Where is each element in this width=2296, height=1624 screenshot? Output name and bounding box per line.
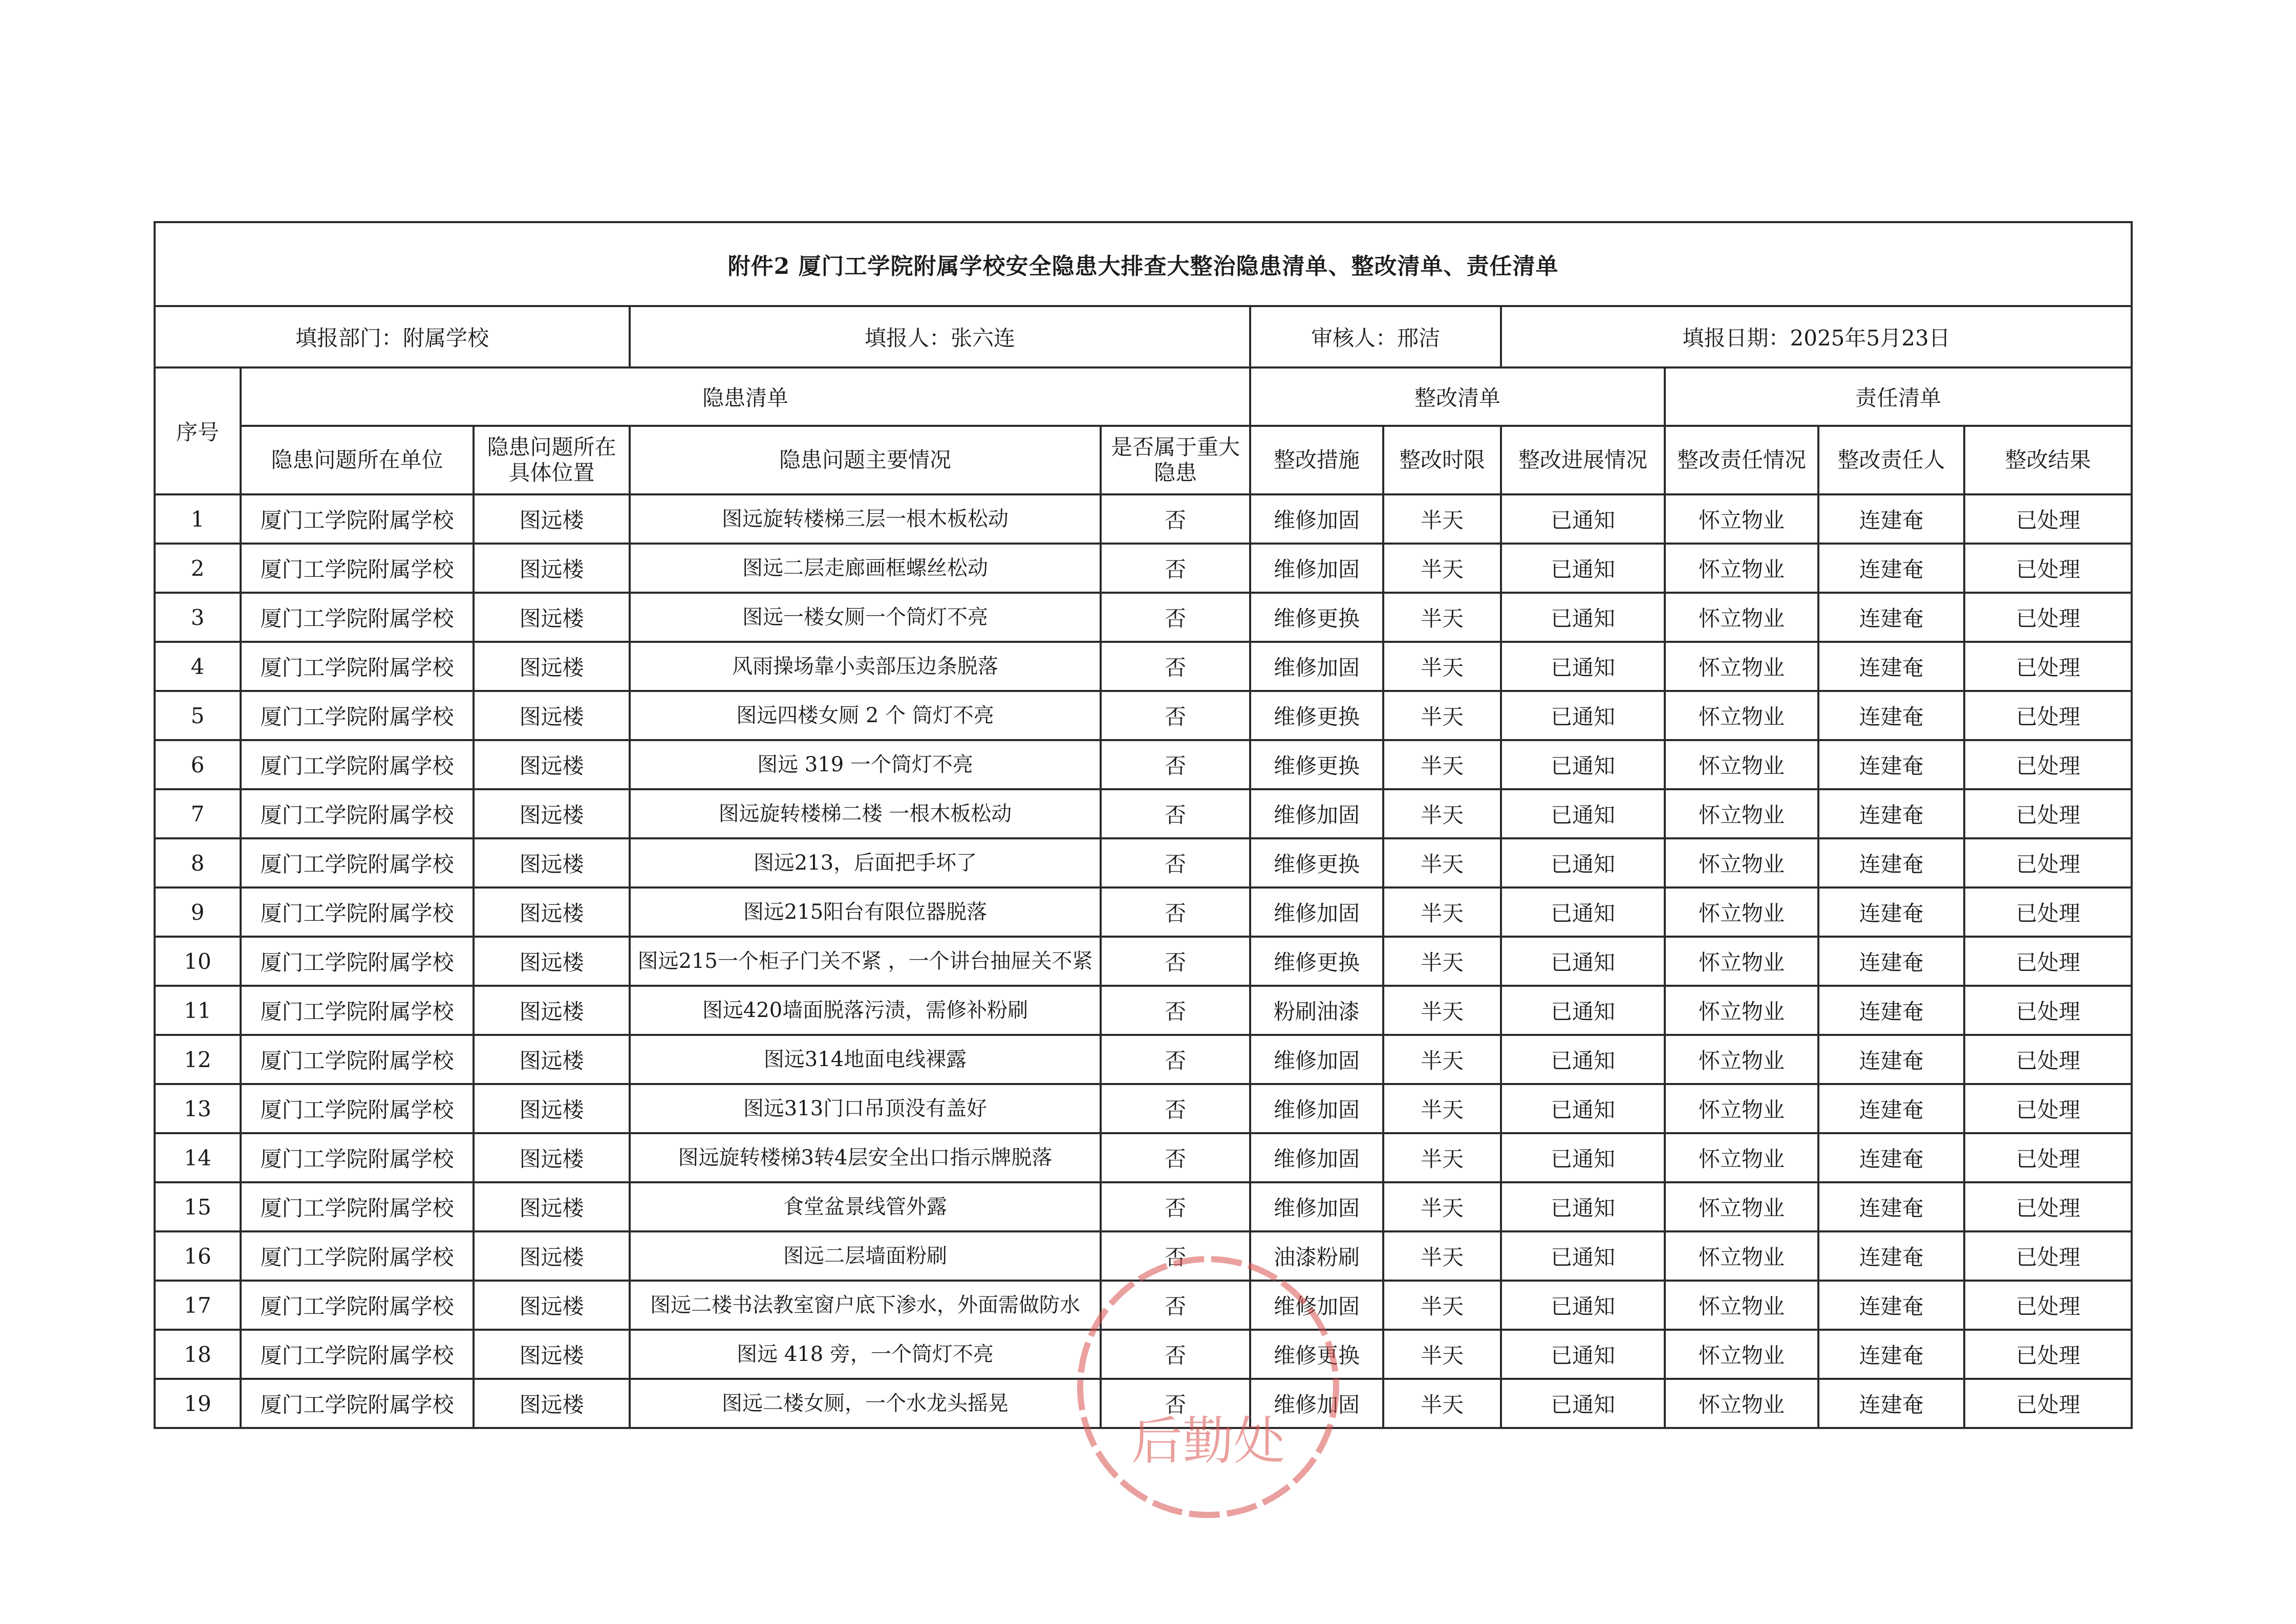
measure-cell: 粉刷油漆 bbox=[1250, 986, 1383, 1035]
resp-status-cell: 怀立物业 bbox=[1665, 593, 1818, 642]
major-cell: 否 bbox=[1101, 1231, 1250, 1281]
unit-cell: 厦门工学院附属学校 bbox=[241, 1035, 474, 1084]
location-cell: 图远楼 bbox=[474, 937, 630, 986]
major-cell: 否 bbox=[1101, 740, 1250, 789]
resp-person-cell: 连建奄 bbox=[1818, 1182, 1964, 1231]
resp-person-cell: 连建奄 bbox=[1818, 544, 1964, 593]
result-header: 整改结果 bbox=[1964, 426, 2132, 494]
measure-cell: 油漆粉刷 bbox=[1250, 1231, 1383, 1281]
seq-cell: 1 bbox=[155, 494, 241, 544]
progress-cell: 已通知 bbox=[1501, 740, 1665, 789]
unit-cell: 厦门工学院附属学校 bbox=[241, 593, 474, 642]
document-sheet bbox=[154, 221, 2131, 1429]
major-cell: 否 bbox=[1101, 838, 1250, 887]
seq-cell: 12 bbox=[155, 1035, 241, 1084]
result-cell: 已处理 bbox=[1964, 1084, 2132, 1133]
table-row bbox=[155, 1281, 2132, 1330]
description-cell: 食堂盆景线管外露 bbox=[630, 1182, 1101, 1231]
table-row bbox=[155, 1084, 2132, 1133]
unit-cell: 厦门工学院附属学校 bbox=[241, 642, 474, 691]
major-cell: 否 bbox=[1101, 1035, 1250, 1084]
progress-cell: 已通知 bbox=[1501, 1330, 1665, 1379]
resp-status-cell: 怀立物业 bbox=[1665, 986, 1818, 1035]
description-cell: 风雨操场靠小卖部压边条脱落 bbox=[630, 642, 1101, 691]
major-cell: 否 bbox=[1101, 642, 1250, 691]
location-cell: 图远楼 bbox=[474, 1182, 630, 1231]
deadline-cell: 半天 bbox=[1383, 691, 1501, 740]
progress-cell: 已通知 bbox=[1501, 937, 1665, 986]
progress-header: 整改进展情况 bbox=[1501, 426, 1665, 494]
result-cell: 已处理 bbox=[1964, 1182, 2132, 1231]
seq-cell: 3 bbox=[155, 593, 241, 642]
resp-person-cell: 连建奄 bbox=[1818, 1231, 1964, 1281]
progress-cell: 已通知 bbox=[1501, 1084, 1665, 1133]
resp-status-cell: 怀立物业 bbox=[1665, 1379, 1818, 1428]
deadline-cell: 半天 bbox=[1383, 1231, 1501, 1281]
unit-cell: 厦门工学院附属学校 bbox=[241, 789, 474, 838]
major-cell: 否 bbox=[1101, 1330, 1250, 1379]
resp-person-cell: 连建奄 bbox=[1818, 691, 1964, 740]
progress-cell: 已通知 bbox=[1501, 544, 1665, 593]
measure-cell: 维修加固 bbox=[1250, 1133, 1383, 1182]
description-cell: 图远213，后面把手坏了 bbox=[630, 838, 1101, 887]
location-cell: 图远楼 bbox=[474, 544, 630, 593]
location-cell: 图远楼 bbox=[474, 887, 630, 937]
location-cell: 图远楼 bbox=[474, 1379, 630, 1428]
progress-cell: 已通知 bbox=[1501, 1182, 1665, 1231]
resp-person-cell: 连建奄 bbox=[1818, 937, 1964, 986]
seq-cell: 14 bbox=[155, 1133, 241, 1182]
table-row bbox=[155, 789, 2132, 838]
major-cell: 否 bbox=[1101, 593, 1250, 642]
resp-person-cell: 连建奄 bbox=[1818, 593, 1964, 642]
deadline-cell: 半天 bbox=[1383, 1330, 1501, 1379]
unit-cell: 厦门工学院附属学校 bbox=[241, 937, 474, 986]
location-cell: 图远楼 bbox=[474, 740, 630, 789]
resp-status-cell: 怀立物业 bbox=[1665, 1330, 1818, 1379]
seq-cell: 16 bbox=[155, 1231, 241, 1281]
description-cell: 图远旋转楼梯二楼 一根木板松动 bbox=[630, 789, 1101, 838]
description-cell: 图远四楼女厕 2 个 筒灯不亮 bbox=[630, 691, 1101, 740]
deadline-cell: 半天 bbox=[1383, 544, 1501, 593]
seq-cell: 10 bbox=[155, 937, 241, 986]
measure-cell: 维修加固 bbox=[1250, 1182, 1383, 1231]
location-cell: 图远楼 bbox=[474, 642, 630, 691]
measure-header: 整改措施 bbox=[1250, 426, 1383, 494]
resp-person-cell: 连建奄 bbox=[1818, 838, 1964, 887]
table-row bbox=[155, 1231, 2132, 1281]
resp-person-cell: 连建奄 bbox=[1818, 1035, 1964, 1084]
measure-cell: 维修加固 bbox=[1250, 1084, 1383, 1133]
table-row bbox=[155, 1330, 2132, 1379]
location-header: 隐患问题所在具体位置 bbox=[474, 426, 630, 494]
resp-person-cell: 连建奄 bbox=[1818, 986, 1964, 1035]
progress-cell: 已通知 bbox=[1501, 1281, 1665, 1330]
unit-cell: 厦门工学院附属学校 bbox=[241, 986, 474, 1035]
measure-cell: 维修加固 bbox=[1250, 1379, 1383, 1428]
department-field: 填报部门：附属学校 bbox=[155, 306, 630, 367]
deadline-header: 整改时限 bbox=[1383, 426, 1501, 494]
resp-status-cell: 怀立物业 bbox=[1665, 544, 1818, 593]
deadline-cell: 半天 bbox=[1383, 1182, 1501, 1231]
deadline-cell: 半天 bbox=[1383, 593, 1501, 642]
resp-status-cell: 怀立物业 bbox=[1665, 740, 1818, 789]
resp-status-cell: 怀立物业 bbox=[1665, 1231, 1818, 1281]
deadline-cell: 半天 bbox=[1383, 887, 1501, 937]
seal-text: 后勤处 bbox=[1131, 1411, 1285, 1471]
reviewer-field: 审核人：邢洁 bbox=[1250, 306, 1501, 367]
resp-status-cell: 怀立物业 bbox=[1665, 494, 1818, 544]
progress-cell: 已通知 bbox=[1501, 1035, 1665, 1084]
progress-cell: 已通知 bbox=[1501, 494, 1665, 544]
resp-status-cell: 怀立物业 bbox=[1665, 789, 1818, 838]
measure-cell: 维修加固 bbox=[1250, 642, 1383, 691]
description-header: 隐患问题主要情况 bbox=[630, 426, 1101, 494]
table-row bbox=[155, 1035, 2132, 1084]
description-cell: 图远215阳台有限位器脱落 bbox=[630, 887, 1101, 937]
table-body bbox=[155, 494, 2132, 1428]
deadline-cell: 半天 bbox=[1383, 1379, 1501, 1428]
resp-status-cell: 怀立物业 bbox=[1665, 1281, 1818, 1330]
resp-person-cell: 连建奄 bbox=[1818, 1330, 1964, 1379]
seq-cell: 11 bbox=[155, 986, 241, 1035]
major-cell: 否 bbox=[1101, 986, 1250, 1035]
table-row bbox=[155, 691, 2132, 740]
progress-cell: 已通知 bbox=[1501, 642, 1665, 691]
location-cell: 图远楼 bbox=[474, 1035, 630, 1084]
seq-cell: 18 bbox=[155, 1330, 241, 1379]
table-row bbox=[155, 887, 2132, 937]
resp-person-cell: 连建奄 bbox=[1818, 1084, 1964, 1133]
resp-status-header: 整改责任情况 bbox=[1665, 426, 1818, 494]
resp-person-header: 整改责任人 bbox=[1818, 426, 1964, 494]
deadline-cell: 半天 bbox=[1383, 1084, 1501, 1133]
description-cell: 图远215一个柜子门关不紧 ，一个讲台抽屉关不紧 bbox=[630, 937, 1101, 986]
hazard-list-header: 隐患清单 bbox=[241, 367, 1250, 426]
resp-status-cell: 怀立物业 bbox=[1665, 887, 1818, 937]
major-cell: 否 bbox=[1101, 1281, 1250, 1330]
major-cell: 否 bbox=[1101, 1133, 1250, 1182]
progress-cell: 已通知 bbox=[1501, 691, 1665, 740]
unit-cell: 厦门工学院附属学校 bbox=[241, 838, 474, 887]
result-cell: 已处理 bbox=[1964, 593, 2132, 642]
result-cell: 已处理 bbox=[1964, 642, 2132, 691]
unit-cell: 厦门工学院附属学校 bbox=[241, 887, 474, 937]
location-cell: 图远楼 bbox=[474, 1133, 630, 1182]
progress-cell: 已通知 bbox=[1501, 986, 1665, 1035]
progress-cell: 已通知 bbox=[1501, 1231, 1665, 1281]
unit-cell: 厦门工学院附属学校 bbox=[241, 1182, 474, 1231]
major-header: 是否属于重大隐患 bbox=[1101, 426, 1250, 494]
document-title: 附件2 厦门工学院附属学校安全隐患大排查大整治隐患清单、整改清单、责任清单 bbox=[155, 222, 2132, 306]
result-cell: 已处理 bbox=[1964, 1231, 2132, 1281]
resp-person-cell: 连建奄 bbox=[1818, 494, 1964, 544]
unit-cell: 厦门工学院附属学校 bbox=[241, 494, 474, 544]
seq-cell: 15 bbox=[155, 1182, 241, 1231]
progress-cell: 已通知 bbox=[1501, 887, 1665, 937]
major-cell: 否 bbox=[1101, 1379, 1250, 1428]
deadline-cell: 半天 bbox=[1383, 494, 1501, 544]
location-cell: 图远楼 bbox=[474, 1281, 630, 1330]
deadline-cell: 半天 bbox=[1383, 1281, 1501, 1330]
description-cell: 图远旋转楼梯3转4层安全出口指示牌脱落 bbox=[630, 1133, 1101, 1182]
description-cell: 图远一楼女厕一个筒灯不亮 bbox=[630, 593, 1101, 642]
unit-cell: 厦门工学院附属学校 bbox=[241, 740, 474, 789]
description-cell: 图远 319 一个筒灯不亮 bbox=[630, 740, 1101, 789]
location-cell: 图远楼 bbox=[474, 1231, 630, 1281]
location-cell: 图远楼 bbox=[474, 593, 630, 642]
description-cell: 图远二层走廊画框螺丝松动 bbox=[630, 544, 1101, 593]
major-cell: 否 bbox=[1101, 544, 1250, 593]
unit-cell: 厦门工学院附属学校 bbox=[241, 1330, 474, 1379]
responsibility-list-header: 责任清单 bbox=[1665, 367, 2132, 426]
hazard-table bbox=[154, 221, 2133, 1429]
table-row bbox=[155, 1379, 2132, 1428]
table-row bbox=[155, 740, 2132, 789]
unit-cell: 厦门工学院附属学校 bbox=[241, 691, 474, 740]
location-cell: 图远楼 bbox=[474, 1330, 630, 1379]
resp-person-cell: 连建奄 bbox=[1818, 1379, 1964, 1428]
result-cell: 已处理 bbox=[1964, 1379, 2132, 1428]
seq-cell: 19 bbox=[155, 1379, 241, 1428]
result-cell: 已处理 bbox=[1964, 789, 2132, 838]
description-cell: 图远420墙面脱落污渍，需修补粉刷 bbox=[630, 986, 1101, 1035]
measure-cell: 维修加固 bbox=[1250, 1035, 1383, 1084]
deadline-cell: 半天 bbox=[1383, 789, 1501, 838]
table-row bbox=[155, 1133, 2132, 1182]
major-cell: 否 bbox=[1101, 937, 1250, 986]
resp-status-cell: 怀立物业 bbox=[1665, 1182, 1818, 1231]
location-cell: 图远楼 bbox=[474, 1084, 630, 1133]
result-cell: 已处理 bbox=[1964, 986, 2132, 1035]
resp-status-cell: 怀立物业 bbox=[1665, 937, 1818, 986]
table-row bbox=[155, 986, 2132, 1035]
measure-cell: 维修更换 bbox=[1250, 593, 1383, 642]
measure-cell: 维修更换 bbox=[1250, 937, 1383, 986]
measure-cell: 维修加固 bbox=[1250, 494, 1383, 544]
description-cell: 图远314地面电线裸露 bbox=[630, 1035, 1101, 1084]
major-cell: 否 bbox=[1101, 887, 1250, 937]
resp-person-cell: 连建奄 bbox=[1818, 740, 1964, 789]
result-cell: 已处理 bbox=[1964, 838, 2132, 887]
unit-cell: 厦门工学院附属学校 bbox=[241, 1133, 474, 1182]
deadline-cell: 半天 bbox=[1383, 642, 1501, 691]
table-row bbox=[155, 642, 2132, 691]
measure-cell: 维修更换 bbox=[1250, 838, 1383, 887]
result-cell: 已处理 bbox=[1964, 887, 2132, 937]
resp-person-cell: 连建奄 bbox=[1818, 887, 1964, 937]
seq-cell: 13 bbox=[155, 1084, 241, 1133]
table-row bbox=[155, 937, 2132, 986]
resp-person-cell: 连建奄 bbox=[1818, 789, 1964, 838]
unit-cell: 厦门工学院附属学校 bbox=[241, 1379, 474, 1428]
result-cell: 已处理 bbox=[1964, 937, 2132, 986]
table-row bbox=[155, 494, 2132, 544]
resp-status-cell: 怀立物业 bbox=[1665, 642, 1818, 691]
deadline-cell: 半天 bbox=[1383, 986, 1501, 1035]
rectify-list-header: 整改清单 bbox=[1250, 367, 1665, 426]
table-row bbox=[155, 544, 2132, 593]
progress-cell: 已通知 bbox=[1501, 789, 1665, 838]
resp-status-cell: 怀立物业 bbox=[1665, 1035, 1818, 1084]
result-cell: 已处理 bbox=[1964, 494, 2132, 544]
major-cell: 否 bbox=[1101, 691, 1250, 740]
reporter-field: 填报人：张六连 bbox=[630, 306, 1250, 367]
resp-status-cell: 怀立物业 bbox=[1665, 838, 1818, 887]
measure-cell: 维修加固 bbox=[1250, 887, 1383, 937]
description-cell: 图远二层墙面粉刷 bbox=[630, 1231, 1101, 1281]
seq-cell: 7 bbox=[155, 789, 241, 838]
result-cell: 已处理 bbox=[1964, 1281, 2132, 1330]
deadline-cell: 半天 bbox=[1383, 740, 1501, 789]
resp-status-cell: 怀立物业 bbox=[1665, 1133, 1818, 1182]
location-cell: 图远楼 bbox=[474, 838, 630, 887]
seq-cell: 6 bbox=[155, 740, 241, 789]
deadline-cell: 半天 bbox=[1383, 1035, 1501, 1084]
major-cell: 否 bbox=[1101, 1182, 1250, 1231]
resp-person-cell: 连建奄 bbox=[1818, 1133, 1964, 1182]
description-cell: 图远旋转楼梯三层一根木板松动 bbox=[630, 494, 1101, 544]
unit-header: 隐患问题所在单位 bbox=[241, 426, 474, 494]
measure-cell: 维修更换 bbox=[1250, 691, 1383, 740]
measure-cell: 维修加固 bbox=[1250, 789, 1383, 838]
seq-header: 序号 bbox=[155, 367, 241, 494]
location-cell: 图远楼 bbox=[474, 494, 630, 544]
seq-cell: 5 bbox=[155, 691, 241, 740]
progress-cell: 已通知 bbox=[1501, 1133, 1665, 1182]
major-cell: 否 bbox=[1101, 494, 1250, 544]
result-cell: 已处理 bbox=[1964, 1330, 2132, 1379]
table-row bbox=[155, 1182, 2132, 1231]
location-cell: 图远楼 bbox=[474, 986, 630, 1035]
table-row bbox=[155, 593, 2132, 642]
unit-cell: 厦门工学院附属学校 bbox=[241, 544, 474, 593]
resp-person-cell: 连建奄 bbox=[1818, 642, 1964, 691]
seq-cell: 4 bbox=[155, 642, 241, 691]
major-cell: 否 bbox=[1101, 1084, 1250, 1133]
description-cell: 图远二楼书法教室窗户底下渗水，外面需做防水 bbox=[630, 1281, 1101, 1330]
measure-cell: 维修加固 bbox=[1250, 544, 1383, 593]
unit-cell: 厦门工学院附属学校 bbox=[241, 1231, 474, 1281]
resp-status-cell: 怀立物业 bbox=[1665, 691, 1818, 740]
location-cell: 图远楼 bbox=[474, 789, 630, 838]
deadline-cell: 半天 bbox=[1383, 1133, 1501, 1182]
result-cell: 已处理 bbox=[1964, 740, 2132, 789]
description-cell: 图远二楼女厕，一个水龙头摇晃 bbox=[630, 1379, 1101, 1428]
result-cell: 已处理 bbox=[1964, 691, 2132, 740]
deadline-cell: 半天 bbox=[1383, 838, 1501, 887]
progress-cell: 已通知 bbox=[1501, 838, 1665, 887]
date-field: 填报日期：2025年5月23日 bbox=[1501, 306, 2132, 367]
description-cell: 图远 418 旁，一个筒灯不亮 bbox=[630, 1330, 1101, 1379]
measure-cell: 维修更换 bbox=[1250, 740, 1383, 789]
result-cell: 已处理 bbox=[1964, 544, 2132, 593]
seq-cell: 9 bbox=[155, 887, 241, 937]
location-cell: 图远楼 bbox=[474, 691, 630, 740]
unit-cell: 厦门工学院附属学校 bbox=[241, 1084, 474, 1133]
result-cell: 已处理 bbox=[1964, 1133, 2132, 1182]
seq-cell: 2 bbox=[155, 544, 241, 593]
resp-person-cell: 连建奄 bbox=[1818, 1281, 1964, 1330]
seq-cell: 8 bbox=[155, 838, 241, 887]
description-cell: 图远313门口吊顶没有盖好 bbox=[630, 1084, 1101, 1133]
resp-status-cell: 怀立物业 bbox=[1665, 1084, 1818, 1133]
measure-cell: 维修加固 bbox=[1250, 1281, 1383, 1330]
seq-cell: 17 bbox=[155, 1281, 241, 1330]
table-row bbox=[155, 838, 2132, 887]
major-cell: 否 bbox=[1101, 789, 1250, 838]
unit-cell: 厦门工学院附属学校 bbox=[241, 1281, 474, 1330]
measure-cell: 维修更换 bbox=[1250, 1330, 1383, 1379]
progress-cell: 已通知 bbox=[1501, 593, 1665, 642]
result-cell: 已处理 bbox=[1964, 1035, 2132, 1084]
progress-cell: 已通知 bbox=[1501, 1379, 1665, 1428]
deadline-cell: 半天 bbox=[1383, 937, 1501, 986]
